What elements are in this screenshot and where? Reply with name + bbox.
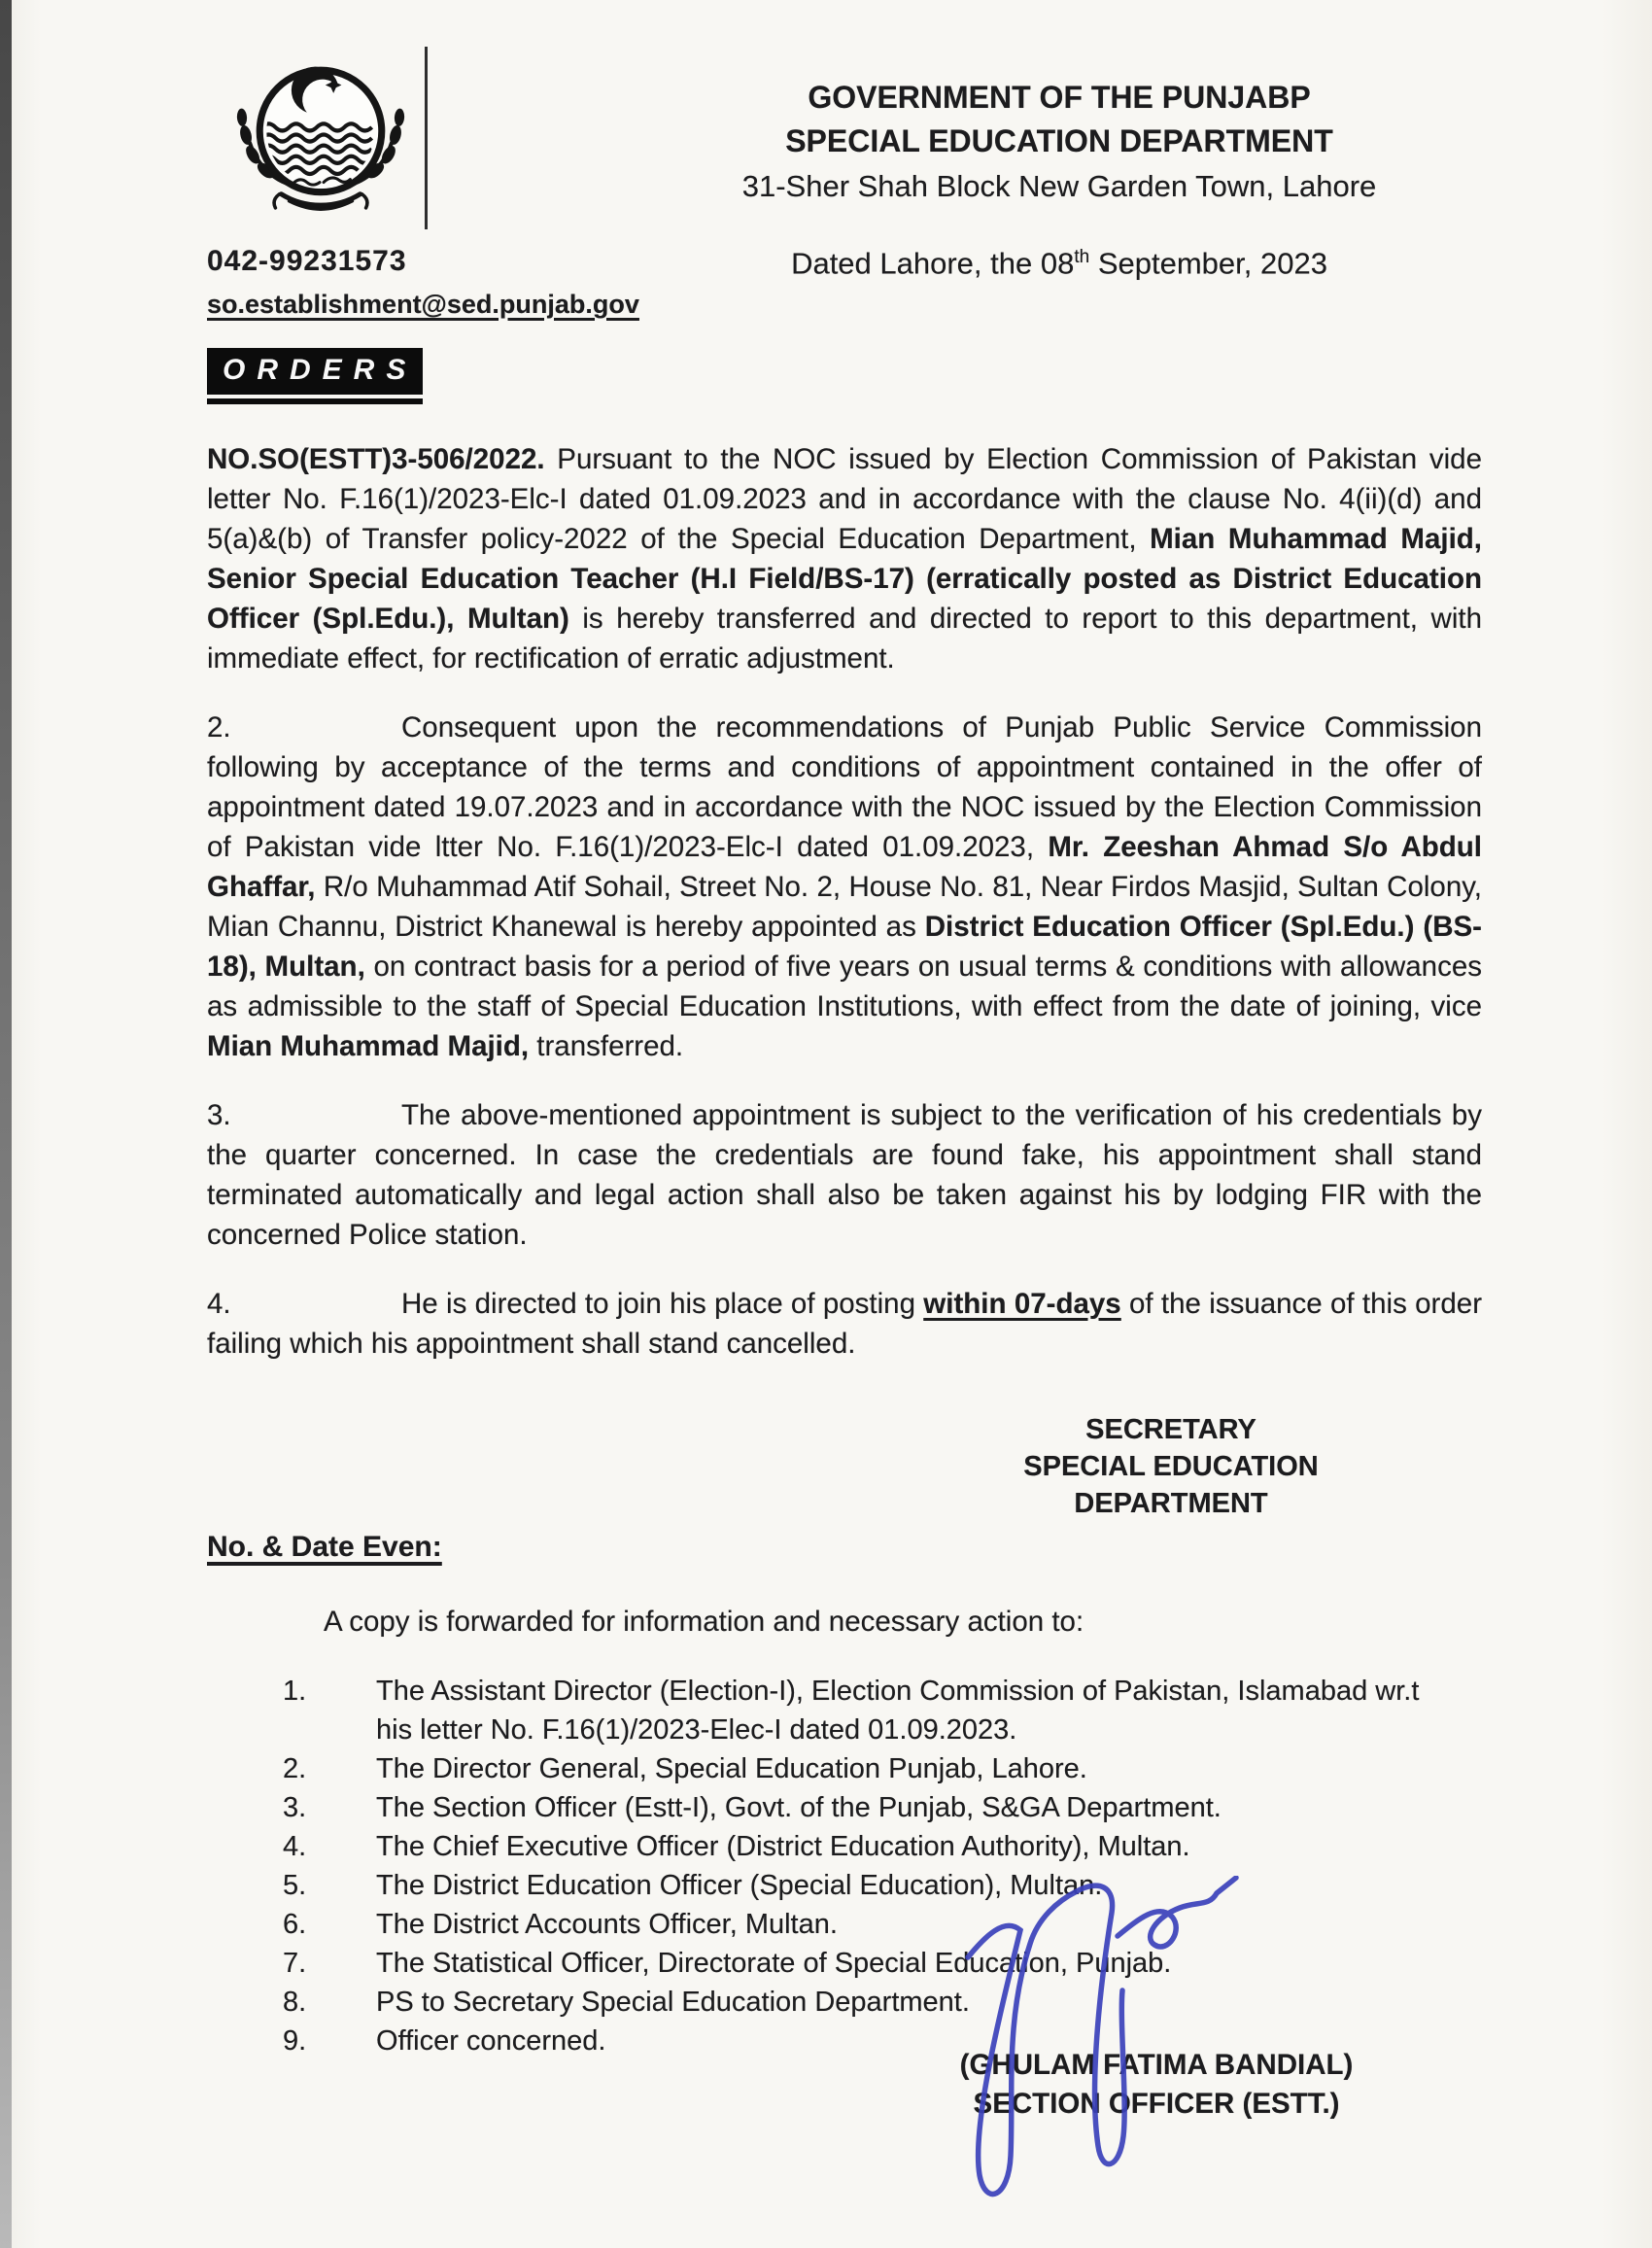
org-address: 31-Sher Shah Block New Garden Town, Lahore <box>741 169 1377 203</box>
distribution-item: 8. PS to Secretary Special Education Department. <box>283 1987 970 2018</box>
paragraph-number: 3. <box>207 1099 231 1131</box>
distribution-item: 1. The Assistant Director (Election-I), Election Commission of Pakistan, Islamabad wr.t his letter No. F.16(1)/2023-Elec-I dated 01.09.2023. <box>283 1676 1420 1746</box>
distribution-intro: A copy is forwarded for information and necessary action to: <box>324 1606 1084 1638</box>
signing-officer-title: SECTION OFFICER (ESTT.) <box>973 2088 1340 2120</box>
order-paragraph-2: 2. Consequent upon the recommendations of Punjab Public Service Commission following by acceptance of the terms and conditions of appointment contained in the offer of appointment dated 19.07.2023 and in accordance with the NOC issued by the Election Commission of Pakistan vide ltter No. F.16(1)/2023-Elc-I dated 01.09.2023, Mr. Zeeshan Ahmad S/o Abdul Ghaffar, R/o Muhammad Atif Sohail, Street No. 2, House No. 81, Near Firdos Masjid, Sultan Colony, Mian Channu, District Khanewal is hereby appointed as District Education Officer (Spl.Edu.) (BS-18), Multan, on contract basis for a period of five years on usual terms & conditions with allowances as admissible to the staff of Special Education Institutions, with effect from the date of joining, vice Mian Muhammad Majid, transferred. <box>207 708 1482 1066</box>
punjab-government-crest-icon <box>220 58 422 214</box>
phone-number: 042-99231573 <box>207 245 407 277</box>
email-address: so.establishment@sed.punjab.gov <box>207 290 639 319</box>
order-paragraph-1: NO.SO(ESTT)3-506/2022. Pursuant to the NOC issued by Election Commission of Pakistan vide letter No. F.16(1)/2023-Elc-I dated 01.09.2023 and in accordance with the clause No. 4(ii)(d) and 5(a)&(b) of Transfer policy-2022 of the Special Education Department, Mian Muhammad Majid, Senior Special Education Teacher (H.I Field/BS-17) (erratically posted as District Education Officer (Spl.Edu.), Multan) is hereby transferred and directed to report to this department, with immediate effect, for rectification of erratic adjustment. <box>207 443 1482 674</box>
orders-heading-label: ORDERS <box>207 348 423 395</box>
distribution-item: 6. The District Accounts Officer, Multan. <box>283 1909 838 1940</box>
paragraph-number: 2. <box>207 711 231 744</box>
distribution-item: 7. The Statistical Officer, Directorate of Special Education, Punjab. <box>283 1948 1172 1979</box>
org-title-line2: SPECIAL EDUCATION DEPARTMENT <box>785 123 1333 158</box>
distribution-heading: No. & Date Even: <box>207 1531 442 1563</box>
date-ordinal-superscript: th <box>1074 247 1090 267</box>
orders-heading <box>207 348 423 404</box>
order-paragraph-3: 3. The above-mentioned appointment is subject to the verification of his credentials by the quarter concerned. In case the credentials are found fake, his appointment shall stand terminated automatically and legal action shall also be taken against his by lodging FIR with the concerned Police station. <box>207 1095 1482 1255</box>
header-divider <box>425 47 428 229</box>
distribution-item: 3. The Section Officer (Estt-I), Govt. of the Punjab, S&GA Department. <box>283 1792 1222 1823</box>
distribution-item: 4. The Chief Executive Officer (District Education Authority), Multan. <box>283 1831 1190 1862</box>
letter-date: Dated Lahore, the 08th September, 2023 <box>791 246 1327 281</box>
distribution-item: 9. Officer concerned. <box>283 2025 606 2057</box>
distribution-item: 2. The Director General, Special Education Punjab, Lahore. <box>283 1753 1087 1784</box>
org-title-line1: GOVERNMENT OF THE PUNJABP <box>808 80 1311 115</box>
signing-officer-name: (GHULAM FATIMA BANDIAL) <box>959 2049 1354 2081</box>
order-paragraph-4: 4. He is directed to join his place of posting within 07-days of the issuance of this order failing which his appointment shall stand cancelled. <box>207 1284 1482 1364</box>
signatory-designation-block: SECRETARY SPECIAL EDUCATION DEPARTMENT <box>1023 1414 1319 1519</box>
handwritten-signature-icon <box>875 1876 1263 2226</box>
distribution-list <box>207 1672 1499 2060</box>
paragraph-number: 4. <box>207 1288 231 1320</box>
scan-edge-artifact <box>0 0 12 2248</box>
distribution-item: 5. The District Education Officer (Special Education), Multan. <box>283 1870 1103 1901</box>
